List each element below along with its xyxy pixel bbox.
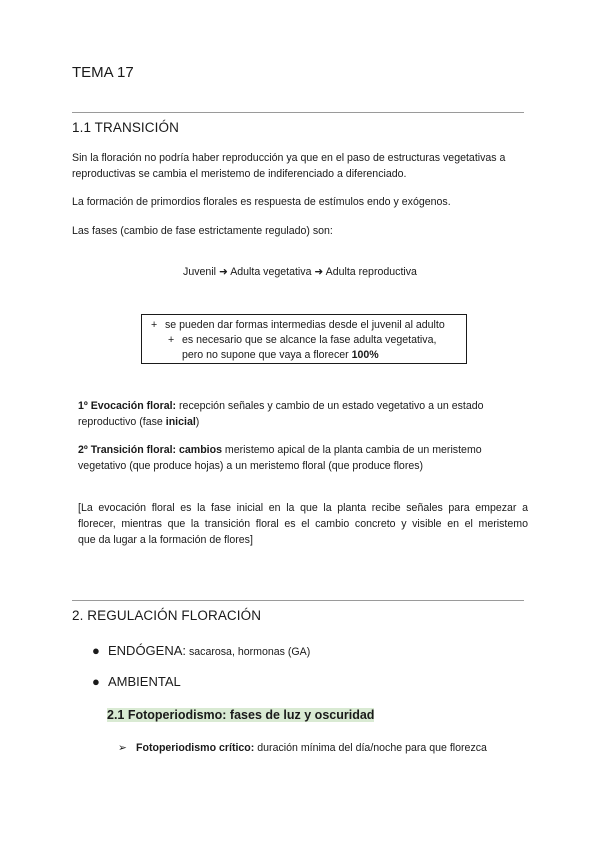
bullet-ambiental: ● AMBIENTAL (92, 674, 181, 689)
paragraph-primordios: La formación de primordios florales es respuesta de estímulos endo y exógenos. (72, 196, 451, 208)
notes-box (141, 314, 467, 364)
box-line-3: pero no supone que vaya a florecer 100% (182, 349, 379, 361)
step-evocacion: 1º Evocación floral: recepción señales y cambio de un estado vegetativo a un estado reproductivo (fase inicial) (78, 400, 484, 428)
phases-sequence: Juvenil ➜ Adulta vegetativa ➜ Adulta reproductiva (183, 266, 417, 278)
step-transicion: 2º Transición floral: cambios meristemo apical de la planta cambia de un meristemo vegetativo (que produce hojas) a un meristemo floral (que produce flores) (78, 444, 482, 472)
box-line-1: + se pueden dar formas intermedias desde el juvenil al adulto (151, 319, 445, 331)
note-bracket: [La evocación floral es la fase inicial en la que la planta recibe señales para empezar a florecer, mientras que la transición floral es el cambio concreto y visible en el meristemo que da lugar a la formación de flores] (78, 502, 528, 546)
arrow-bullet-icon: ➢ (118, 742, 127, 754)
divider (72, 112, 524, 113)
bullet-icon: ● (92, 674, 100, 689)
sub-bullet-fotoperiodismo-critico: ➢ Fotoperiodismo crítico: duración mínima del día/noche para que florezca (118, 742, 487, 754)
section-heading-transicion: 1.1 TRANSICIÓN (72, 120, 179, 135)
bullet-endogena: ● ENDÓGENA: sacarosa, hormonas (GA) (92, 643, 311, 658)
subsection-heading-fotoperiodismo: 2.1 Fotoperiodismo: fases de luz y oscuridad (107, 708, 375, 722)
page-title: TEMA 17 (72, 64, 134, 81)
paragraph-intro: Sin la floración no podría haber reproducción ya que en el paso de estructuras vegetativas a reproductivas se cambia el meristemo de indiferenciado a diferenciado. (72, 152, 506, 180)
section-heading-regulacion: 2. REGULACIÓN FLORACIÓN (72, 608, 262, 623)
bullet-icon: ● (92, 643, 100, 658)
box-line-2: + es necesario que se alcance la fase adulta vegetativa, (168, 334, 437, 346)
paragraph-fases: Las fases (cambio de fase estrictamente regulado) son: (72, 225, 333, 237)
divider (72, 600, 524, 601)
